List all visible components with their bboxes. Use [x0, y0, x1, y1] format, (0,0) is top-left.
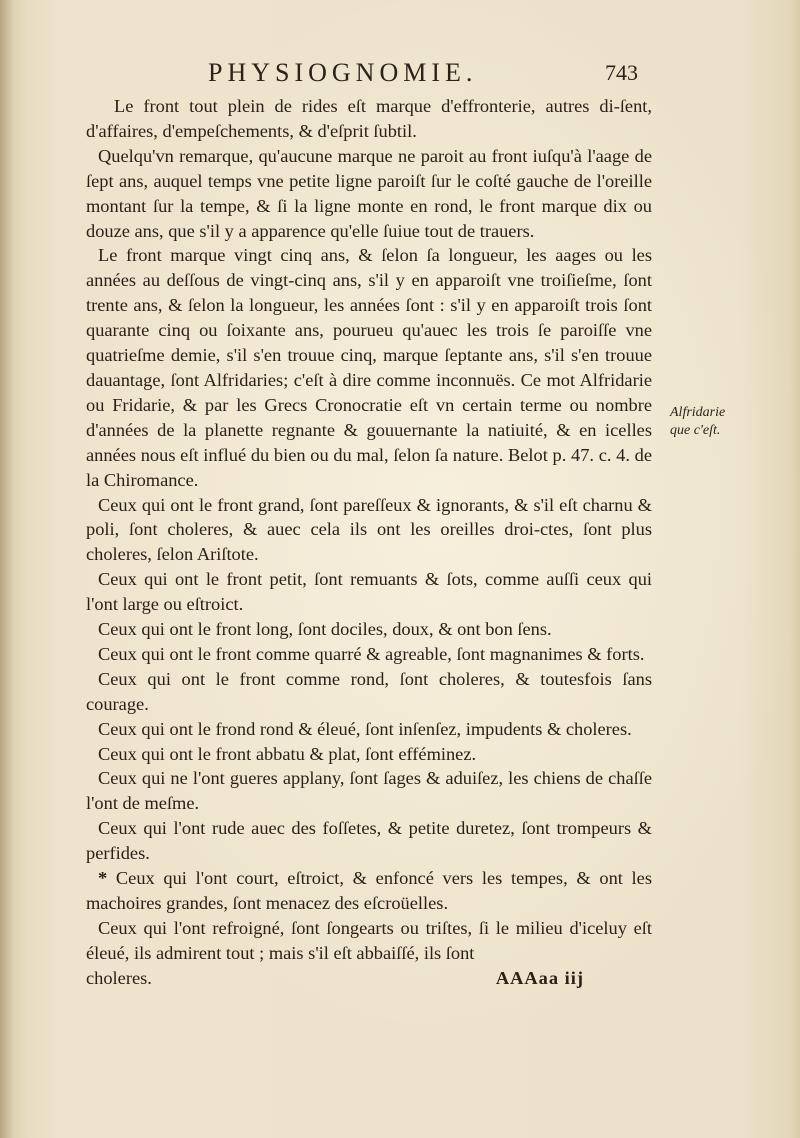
- paragraph: Ceux qui ont le front abbatu & plat, ſont efféminez.: [98, 743, 477, 764]
- page-number: 743: [605, 60, 638, 85]
- page-foot: [86, 966, 652, 991]
- main-text: [86, 94, 652, 991]
- paragraph: Le front marque vingt cinq ans, & ſelon ſa longueur, les aages ou les années au deſſous de vingt-cinq ans, s'il y en apparoiſt vne troiſieſme, ſont trente ans, & ſelon la longueur, les années ſont : s'il y en apparoiſt trois ſont quarante cinq ou ſoixante ans, pourueu qu'auec les trois ſe paroiſſe vne quatrieſme demie, s'il s'en trouue cinq, marque ſeptante ans, s'il s'en trouue dauantage, ſont Alfridaries; c'eſt à dire comme inconnuës. Ce mot Alfridarie ou Fridarie, & par les Grecs Cronocratie eſt vn certain terme ou nombre d'années de la planette regnante & gouuernante la natiuité, & en icelles années nous eſt influé du bien ou du mal, ſelon ſa nature. Belot p. 47. c. 4. de la Chiromance.: [86, 245, 652, 490]
- paragraph: Ceux qui ont le front long, ſont dociles, doux, & ont bon ſens.: [98, 619, 552, 640]
- paragraph-asterisk-text: Ceux qui l'ont court, eſtroict, & enfoncé vers les tempes, & ont les machoires grandes, ſont menacez des eſcroüelles.: [86, 868, 652, 913]
- paragraph: Ceux qui ont le front grand, ſont pareſſeux & ignorants, & s'il eſt charnu & poli, ſont choleres, & auec cela ils ont les oreilles droi-ctes, ſont plus choleres, ſelon Ariſtote.: [86, 494, 652, 565]
- page-header: [208, 58, 638, 98]
- paragraph-last: Ceux qui l'ont refroigné, ſont ſongearts ou triſtes, ſi le milieu d'iceluy eſt éleué, ils admirent tout ; mais s'il eſt abbaiſſé, ils ſont: [86, 917, 652, 963]
- asterisk-mark: *: [98, 868, 108, 889]
- paragraph: Ceux qui l'ont rude auec des foſſetes, & petite duretez, ſont trompeurs & perfides.: [86, 818, 652, 864]
- paragraph: Ceux qui ont le front petit, ſont remuants & ſots, comme auſſi ceux qui l'ont large ou eſtroict.: [86, 569, 652, 615]
- paragraph-asterisk: [86, 866, 652, 916]
- paragraph: Ceux qui ne l'ont gueres applany, ſont ſages & aduiſez, les chiens de chaſſe l'ont de meſme.: [86, 768, 652, 814]
- paragraph: Ceux qui ont le frond rond & éleué, ſont inſenſez, impudents & choleres.: [98, 718, 632, 739]
- gutter-shadow: [0, 0, 14, 1138]
- signature-mark: AAAaa iij: [495, 967, 584, 988]
- margin-note: Alfridarie que c'eſt.: [670, 405, 726, 438]
- last-line-word: choleres.: [86, 967, 152, 988]
- running-head: PHYSIOGNOMIE.: [208, 58, 478, 87]
- paragraph: Ceux qui ont le front comme quarré & agreable, ſont magnanimes & forts.: [98, 643, 645, 664]
- paragraph: Quelqu'vn remarque, qu'aucune marque ne paroit au front iuſqu'à l'aage de ſept ans, auquel temps vne petite ligne paroiſt ſur le coſté gauche de l'oreille montant ſur la tempe, & ſi la ligne monte en rond, le front marque dix ou douze ans, que s'il y a apparence qu'elle ſuiue tout de trauers.: [86, 145, 652, 241]
- paragraph: Le front tout plein de rides eſt marque d'effronterie, autres di-ſent, d'affaires, d'empeſchements, & d'eſprit ſubtil.: [86, 96, 652, 141]
- paragraph: Ceux qui ont le front comme rond, ſont choleres, & toutesfois ſans courage.: [86, 668, 652, 714]
